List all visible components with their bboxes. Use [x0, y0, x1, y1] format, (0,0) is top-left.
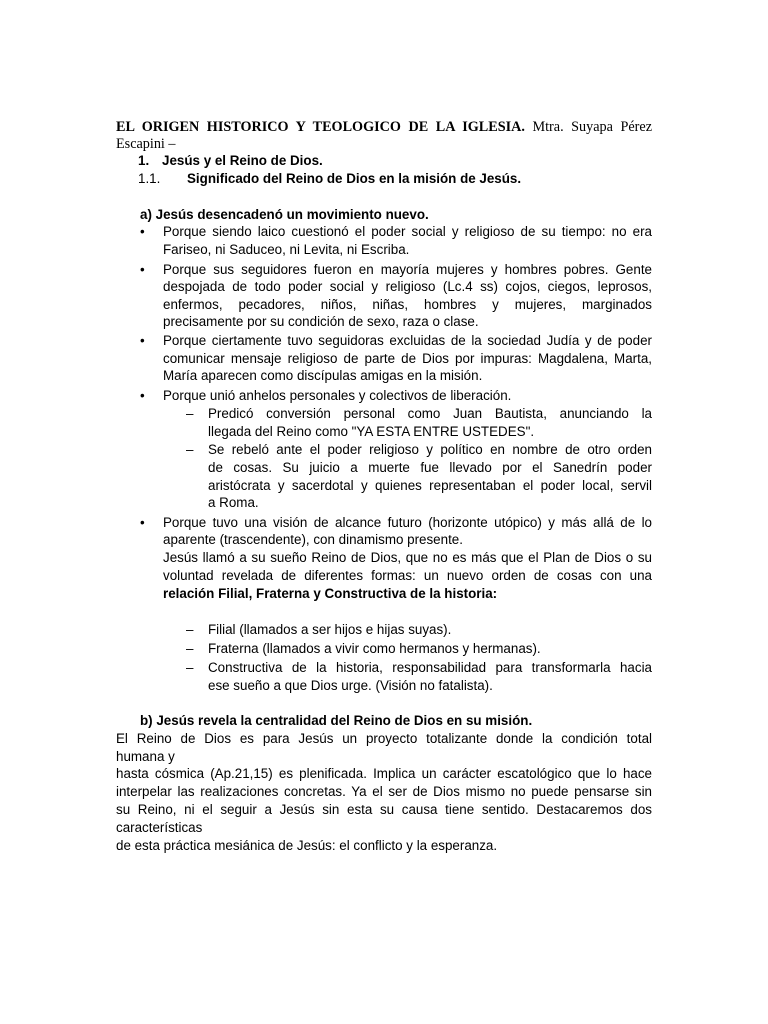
- subsection-title: Significado del Reino de Dios en la misión de Jesús.: [187, 171, 522, 186]
- author-name-continued: Escapini –: [116, 136, 176, 152]
- bullet-marker: •: [140, 224, 145, 239]
- part-a-heading: a) Jesús desencadenó un movimiento nuevo.: [140, 207, 429, 222]
- title-line: [116, 118, 652, 136]
- subdash-1-line-1: Predicó conversión personal como Juan Bautista, anunciando la: [208, 406, 652, 421]
- dash-marker: –: [186, 622, 194, 637]
- relation-filial: Filial (llamados a ser hijos e hijas suyas).: [208, 622, 452, 637]
- bullet-2-line-3: enfermos, pecadores, niños, niñas, hombres y mujeres, marginados: [163, 297, 652, 312]
- part-b-heading: b) Jesús revela la centralidad del Reino de Dios en su misión.: [140, 713, 533, 728]
- final-paragraph-line-6: características: [116, 820, 203, 835]
- final-paragraph-line-7: de esta práctica mesiánica de Jesús: el conflicto y la esperanza.: [116, 838, 498, 853]
- relation-constructiva-line-1: Constructiva de la historia, responsabilidad para transformarla hacia: [208, 660, 652, 675]
- subdash-2-line-2: de cosas. Su juicio a muerte fue llevado por el Sanedrín poder: [208, 460, 652, 475]
- bullet-marker: •: [140, 515, 145, 530]
- bullet-3-line-3: María aparecen como discípulas amigas en la misión.: [163, 368, 483, 383]
- subdash-2-line-1: Se rebeló ante el poder religioso y político en nombre de otro orden: [208, 442, 652, 457]
- final-paragraph-line-3: hasta cósmica (Ap.21,15) es plenificada. Implica un carácter escatológico que lo hace: [116, 766, 652, 781]
- bullet-1-line-1: Porque siendo laico cuestionó el poder social y religioso de su tiempo: no era: [163, 224, 652, 239]
- subdash-2-line-4: a Roma.: [208, 495, 259, 510]
- dash-marker: –: [186, 406, 194, 421]
- bullet-marker: •: [140, 262, 145, 277]
- bullet-5-line-2: aparente (trascendente), con dinamismo presente.: [163, 532, 463, 547]
- relation-fraterna: Fraterna (llamados a vivir como hermanos y hermanas).: [208, 641, 541, 656]
- section-title: Jesús y el Reino de Dios.: [162, 153, 323, 168]
- section-number: 1.: [138, 153, 150, 168]
- reino-paragraph-bold-line: relación Filial, Fraterna y Constructiva de la historia:: [163, 586, 498, 601]
- document-title: EL ORIGEN HISTORICO Y TEOLOGICO DE LA IGLESIA.: [116, 119, 525, 135]
- bullet-1-line-2: Fariseo, ni Saduceo, ni Levita, ni Escriba.: [163, 242, 410, 257]
- dash-marker: –: [186, 641, 194, 656]
- bullet-marker: •: [140, 388, 145, 403]
- reino-paragraph-line-2: voluntad revelada de diferentes formas: un nuevo orden de cosas con una: [163, 568, 652, 583]
- final-paragraph-line-1: El Reino de Dios es para Jesús un proyecto totalizante donde la condición total: [116, 731, 652, 746]
- bullet-marker: •: [140, 333, 145, 348]
- bullet-3-line-1: Porque ciertamente tuvo seguidoras excluidas de la sociedad Judía y de poder: [163, 333, 652, 348]
- bullet-2-line-1: Porque sus seguidores fueron en mayoría mujeres y hombres pobres. Gente: [163, 262, 652, 277]
- author-name: Mtra. Suyapa Pérez: [532, 119, 653, 135]
- relation-constructiva-line-2: ese sueño a que Dios urge. (Visión no fatalista).: [208, 678, 493, 693]
- bullet-4-line-1: Porque unió anhelos personales y colectivos de liberación.: [163, 388, 512, 403]
- bullet-2-line-2: despojada de todo poder social y religioso (Lc.4 ss) cojos, ciegos, leprosos,: [163, 279, 652, 294]
- final-paragraph-line-2: humana y: [116, 749, 175, 764]
- final-paragraph-line-5: su Reino, ni el seguir a Jesús sin esta su causa tiene sentido. Destacaremos dos: [116, 802, 652, 817]
- bullet-3-line-2: comunicar mensaje religioso de parte de Dios por impuras: Magdalena, Marta,: [163, 351, 652, 366]
- dash-marker: –: [186, 660, 194, 675]
- bullet-5-line-1: Porque tuvo una visión de alcance futuro (horizonte utópico) y más allá de lo: [163, 515, 652, 530]
- bullet-2-line-4: precisamente por su condición de sexo, raza o clase.: [163, 314, 479, 329]
- subdash-2-line-3: aristócrata y sacerdotal y quienes representaban el poder local, servil: [208, 478, 652, 493]
- dash-marker: –: [186, 442, 194, 457]
- subsection-number: 1.1.: [138, 171, 161, 186]
- reino-paragraph-line-1: Jesús llamó a su sueño Reino de Dios, que no es más que el Plan de Dios o su: [163, 550, 652, 565]
- final-paragraph-line-4: interpelar las realizaciones concretas. Ya el ser de Dios mismo no puede pensarse sin: [116, 784, 652, 799]
- subdash-1-line-2: llegada del Reino como "YA ESTA ENTRE USTEDES".: [208, 424, 535, 439]
